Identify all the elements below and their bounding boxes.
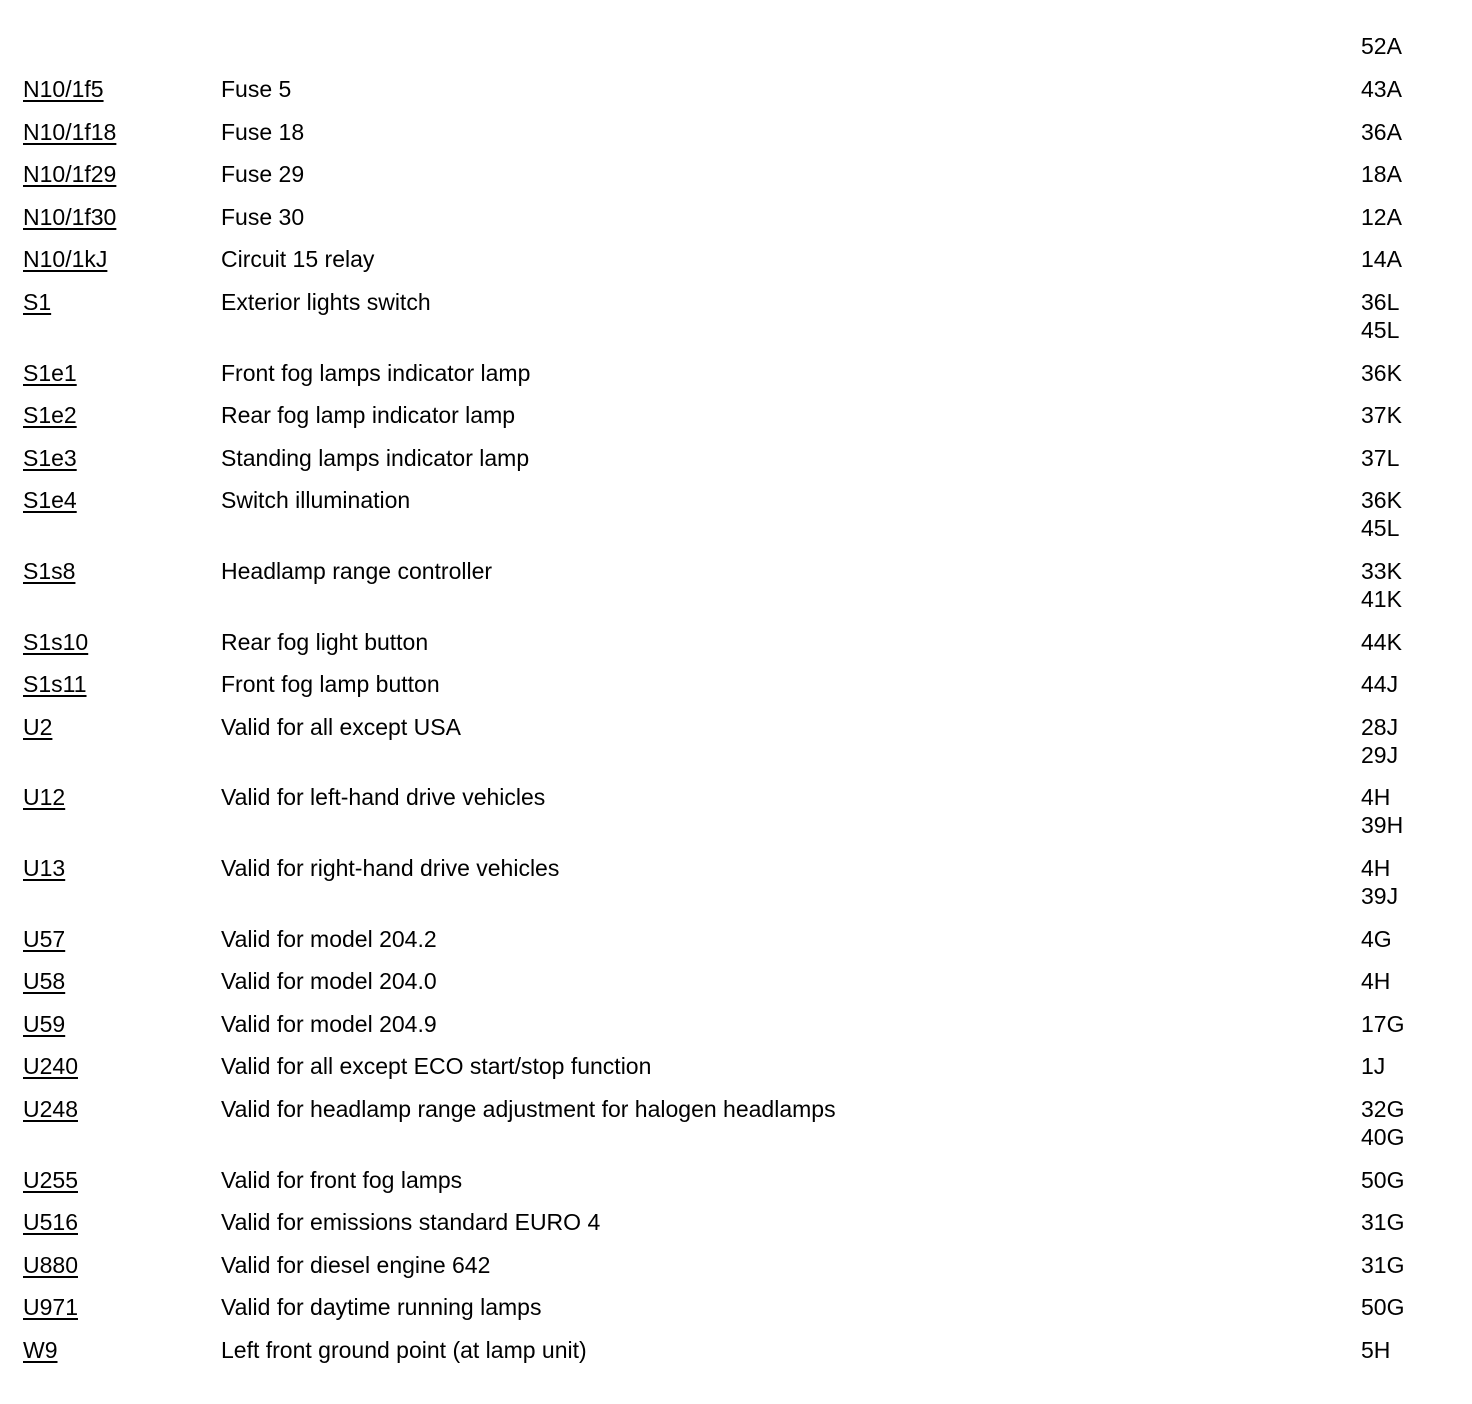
grid-reference: 29J — [1361, 741, 1399, 768]
grid-reference: 37L — [1361, 444, 1400, 471]
component-description: Valid for front fog lamps — [221, 1166, 463, 1193]
component-code-link[interactable]: S1e3 — [23, 444, 77, 471]
component-description: Rear fog lamp indicator lamp — [221, 402, 516, 429]
component-code-link[interactable]: N10/1f5 — [23, 76, 104, 102]
component-code-link[interactable]: N10/1f30 — [23, 203, 117, 230]
component-code-link[interactable]: U971 — [23, 1294, 78, 1321]
component-description: Headlamp range controller — [221, 558, 493, 584]
grid-references — [1361, 967, 1461, 995]
component-description: Valid for model 204.9 — [221, 1010, 437, 1037]
component-description: Valid for left-hand drive vehicles — [221, 784, 546, 811]
component-code-link[interactable]: N10/1f18 — [23, 118, 117, 145]
grid-reference: 40G — [1361, 1124, 1405, 1150]
grid-reference: 37K — [1361, 402, 1402, 429]
component-description: Valid for diesel engine 642 — [221, 1251, 491, 1278]
grid-reference: 36A — [1361, 118, 1402, 145]
component-description: Valid for right-hand drive vehicles — [221, 855, 560, 881]
component-description: Circuit 15 relay — [221, 246, 375, 273]
grid-reference: 18A — [1361, 161, 1402, 188]
component-code-link[interactable]: U57 — [23, 925, 66, 952]
grid-reference: 39H — [1361, 812, 1404, 839]
component-code-link[interactable]: S1e1 — [23, 359, 77, 386]
grid-references — [1361, 1251, 1461, 1279]
component-description: Fuse 5 — [221, 76, 292, 102]
component-description: Valid for model 204.0 — [221, 968, 437, 995]
grid-reference: 50G — [1361, 1166, 1405, 1193]
grid-reference: 14A — [1361, 246, 1402, 273]
component-description: Front fog lamp button — [221, 671, 440, 698]
component-code-link[interactable]: S1s10 — [23, 628, 89, 655]
component-description: Valid for all except USA — [221, 713, 461, 740]
grid-reference: 45L — [1361, 515, 1400, 542]
grid-references — [1361, 783, 1461, 839]
component-description: Switch illumination — [221, 487, 411, 514]
grid-references — [1361, 444, 1461, 472]
grid-reference: 4H — [1361, 784, 1391, 811]
component-code-link[interactable]: S1e4 — [23, 487, 77, 514]
component-description: Standing lamps indicator lamp — [221, 444, 530, 471]
grid-references — [1361, 486, 1461, 542]
component-code-link[interactable]: U240 — [23, 1053, 78, 1080]
grid-reference: 44J — [1361, 671, 1399, 698]
component-code-link[interactable]: U59 — [23, 1010, 66, 1037]
grid-references — [1361, 118, 1461, 146]
grid-reference: 44K — [1361, 628, 1402, 655]
grid-reference: 28J — [1361, 713, 1399, 740]
grid-references — [1361, 32, 1461, 60]
grid-reference: 39J — [1361, 883, 1399, 909]
component-description: Valid for daytime running lamps — [221, 1294, 542, 1321]
grid-references — [1361, 1095, 1461, 1151]
grid-reference: 36K — [1361, 359, 1402, 386]
component-code-link[interactable]: U516 — [23, 1209, 78, 1236]
grid-reference: 4H — [1361, 855, 1391, 881]
grid-reference: 45L — [1361, 317, 1400, 343]
grid-references — [1361, 1336, 1461, 1364]
grid-reference: 32G — [1361, 1096, 1405, 1122]
grid-references — [1361, 713, 1461, 769]
grid-references — [1361, 1010, 1461, 1038]
grid-references — [1361, 854, 1461, 910]
component-code-link[interactable]: U58 — [23, 968, 66, 995]
grid-reference: 52A — [1361, 33, 1402, 59]
grid-references — [1361, 670, 1461, 698]
component-description: Valid for all except ECO start/stop function — [221, 1053, 652, 1080]
component-code-link[interactable]: W9 — [23, 1337, 58, 1363]
grid-reference: 31G — [1361, 1251, 1405, 1278]
grid-references — [1361, 1166, 1461, 1194]
grid-reference: 4H — [1361, 968, 1391, 995]
component-code-link[interactable]: U2 — [23, 713, 53, 740]
grid-reference: 5H — [1361, 1337, 1391, 1363]
grid-reference: 31G — [1361, 1209, 1405, 1236]
grid-reference: 41K — [1361, 586, 1402, 612]
grid-reference: 1J — [1361, 1053, 1386, 1080]
grid-references — [1361, 203, 1461, 231]
grid-references — [1361, 1208, 1461, 1236]
grid-reference: 43A — [1361, 76, 1402, 102]
component-description: Valid for emissions standard EURO 4 — [221, 1209, 601, 1236]
grid-reference: 4G — [1361, 925, 1392, 952]
component-code-link[interactable]: N10/1f29 — [23, 161, 117, 188]
grid-references — [1361, 1052, 1461, 1080]
component-description: Left front ground point (at lamp unit) — [221, 1337, 587, 1363]
grid-references — [1361, 359, 1461, 387]
grid-references — [1361, 245, 1461, 273]
grid-references — [1361, 925, 1461, 953]
component-description: Fuse 18 — [221, 118, 305, 145]
grid-reference: 50G — [1361, 1294, 1405, 1321]
component-description: Valid for model 204.2 — [221, 925, 437, 952]
grid-references — [1361, 1293, 1461, 1321]
component-description: Valid for headlamp range adjustment for halogen headlamps — [221, 1096, 836, 1122]
component-code-link[interactable]: U255 — [23, 1166, 78, 1193]
component-code-link[interactable]: S1e2 — [23, 402, 77, 429]
grid-references — [1361, 401, 1461, 429]
component-code-link[interactable]: U248 — [23, 1096, 78, 1122]
grid-references — [1361, 288, 1461, 344]
component-code-link[interactable]: S1s8 — [23, 558, 76, 584]
grid-reference: 33K — [1361, 558, 1402, 584]
component-description: Rear fog light button — [221, 628, 429, 655]
component-description: Fuse 29 — [221, 161, 305, 188]
grid-reference: 17G — [1361, 1010, 1405, 1037]
component-description: Fuse 30 — [221, 203, 305, 230]
grid-references — [1361, 160, 1461, 188]
grid-reference: 12A — [1361, 203, 1402, 230]
grid-reference: 36K — [1361, 487, 1402, 514]
grid-references — [1361, 628, 1461, 656]
component-code-link[interactable]: S1 — [23, 289, 52, 315]
grid-references — [1361, 75, 1461, 103]
component-code-link[interactable]: U12 — [23, 784, 66, 811]
grid-references — [1361, 557, 1461, 613]
component-code-link[interactable]: S1s11 — [23, 671, 87, 698]
component-description: Front fog lamps indicator lamp — [221, 359, 531, 386]
grid-reference: 36L — [1361, 289, 1400, 315]
component-description: Exterior lights switch — [221, 289, 431, 315]
component-code-link[interactable]: U880 — [23, 1251, 78, 1278]
component-code-link[interactable]: N10/1kJ — [23, 246, 108, 273]
component-code-link[interactable]: U13 — [23, 855, 66, 881]
